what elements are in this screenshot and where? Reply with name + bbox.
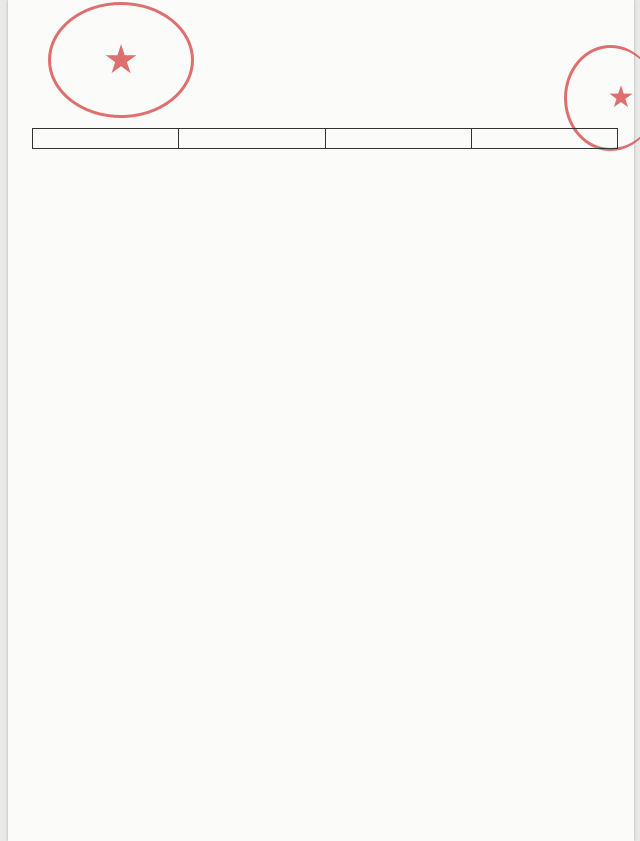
- seal-star-icon: ★: [607, 80, 635, 115]
- document-page: [8, 0, 634, 841]
- seal-star-icon: ★: [103, 37, 139, 83]
- lottery-result-table: [32, 128, 618, 149]
- draw-time: [222, 108, 482, 128]
- column-header: [33, 129, 179, 149]
- page-title: [48, 25, 593, 65]
- table-header-row: [33, 129, 618, 149]
- applicant-counts: [222, 88, 482, 108]
- plan-type: [222, 68, 482, 88]
- column-header: [179, 129, 325, 149]
- column-header: [325, 129, 471, 149]
- column-header: [471, 129, 617, 149]
